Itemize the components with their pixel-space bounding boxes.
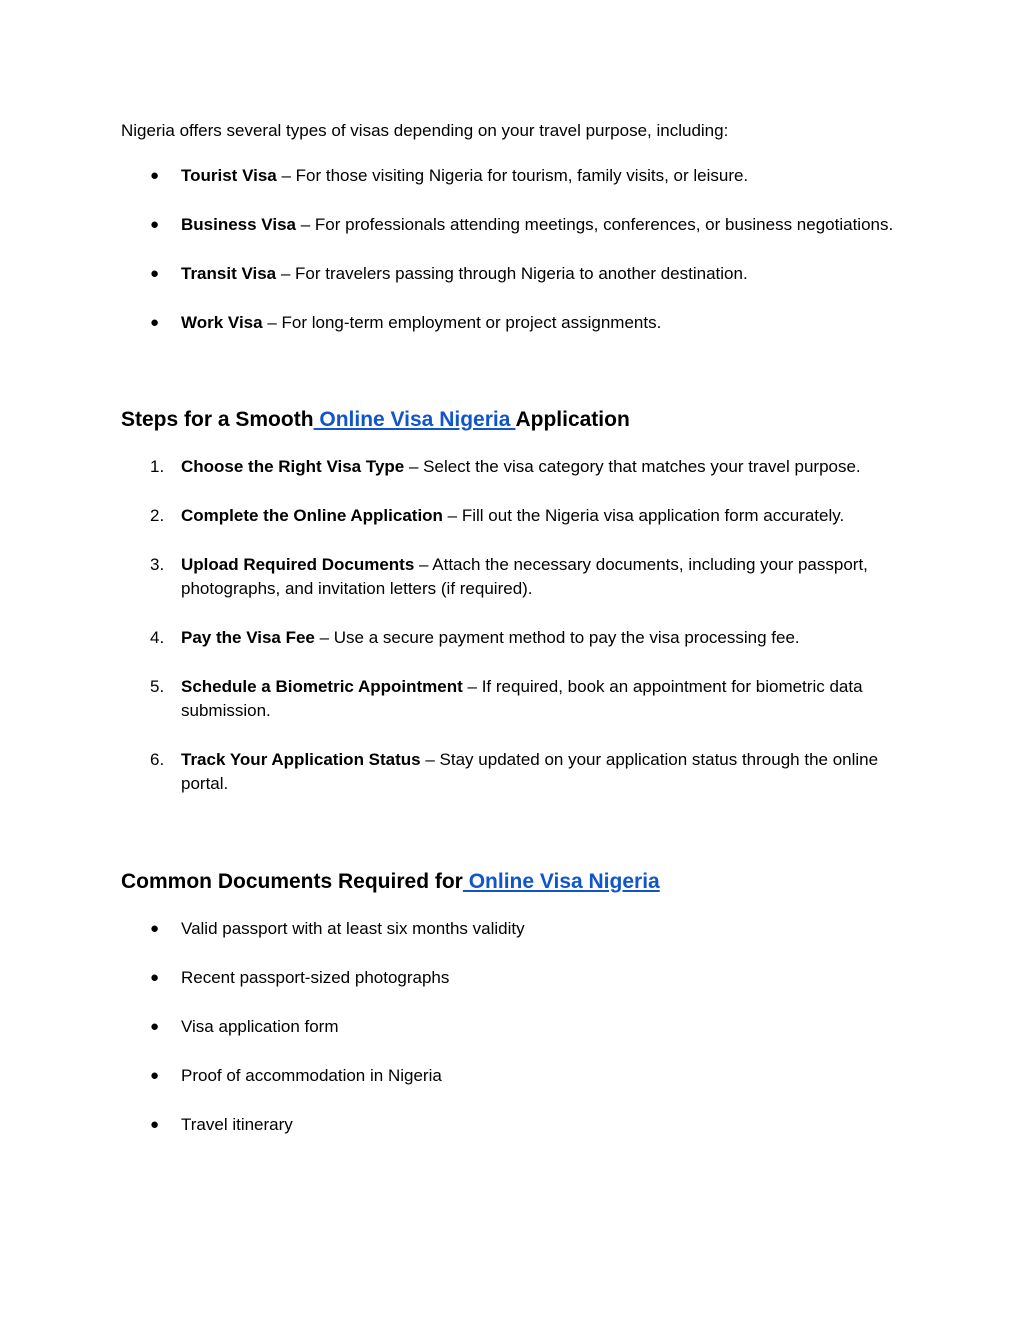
bullet-icon: ● xyxy=(150,920,160,937)
step-term: Pay the Visa Fee xyxy=(181,628,315,647)
step-term: Complete the Online Application xyxy=(181,506,443,525)
document-text: Proof of accommodation in Nigeria xyxy=(181,1066,442,1085)
visa-types-list xyxy=(0,164,911,360)
step-description: – Select the visa category that matches your travel purpose. xyxy=(404,457,861,476)
step-number: 3. xyxy=(150,555,165,574)
steps-heading-text: Steps for a Smooth xyxy=(121,408,314,431)
bullet-icon: ● xyxy=(150,1116,160,1133)
step-term: Upload Required Documents xyxy=(181,555,415,574)
document-text: Travel itinerary xyxy=(181,1115,293,1134)
online-visa-nigeria-link[interactable]: Online Visa Nigeria xyxy=(313,408,516,431)
visa-type-description: – For travelers passing through Nigeria to another destination. xyxy=(276,264,748,283)
document-item xyxy=(0,966,911,990)
step-number: 6. xyxy=(150,750,165,769)
document-item xyxy=(0,917,911,941)
bullet-icon: ● xyxy=(150,314,160,331)
bullet-icon: ● xyxy=(150,167,160,184)
steps-heading xyxy=(121,407,630,433)
step-item xyxy=(0,675,911,723)
document-item xyxy=(0,1015,911,1039)
step-number: 5. xyxy=(150,677,165,696)
steps-heading-text-after: Application xyxy=(515,408,630,431)
visa-type-description: – For long-term employment or project assignments. xyxy=(262,313,662,332)
application-steps-list xyxy=(0,455,911,821)
bullet-icon: ● xyxy=(150,265,160,282)
visa-type-description: – For those visiting Nigeria for tourism, family visits, or leisure. xyxy=(276,166,749,185)
document-text: Recent passport-sized photographs xyxy=(181,968,450,987)
step-term: Choose the Right Visa Type xyxy=(181,457,405,476)
intro-paragraph: Nigeria offers several types of visas depending on your travel purpose, including: xyxy=(121,121,729,140)
bullet-icon: ● xyxy=(150,1018,160,1035)
documents-heading-text: Common Documents Required for xyxy=(121,870,463,893)
online-visa-nigeria-link[interactable]: Online Visa Nigeria xyxy=(462,870,660,893)
step-description: – Attach the necessary documents, including your passport, photographs, and invitation letters (if required). xyxy=(181,555,868,598)
list-item-tourist-visa xyxy=(0,164,911,188)
visa-type-term: Tourist Visa xyxy=(181,166,277,185)
step-item xyxy=(0,455,911,479)
step-description: – If required, book an appointment for biometric data submission. xyxy=(181,677,863,720)
step-item xyxy=(0,553,911,601)
document-text: Visa application form xyxy=(181,1017,339,1036)
list-item-business-visa xyxy=(0,213,911,237)
list-item-transit-visa xyxy=(0,262,911,286)
visa-type-term: Transit Visa xyxy=(181,264,277,283)
documents-heading xyxy=(121,869,660,895)
step-term: Schedule a Biometric Appointment xyxy=(181,677,463,696)
bullet-icon: ● xyxy=(150,969,160,986)
step-item xyxy=(0,748,911,796)
step-number: 1. xyxy=(150,457,165,476)
list-item-work-visa xyxy=(0,311,911,335)
step-item xyxy=(0,504,911,528)
step-description: – Use a secure payment method to pay the visa processing fee. xyxy=(314,628,800,647)
visa-type-term: Work Visa xyxy=(181,313,263,332)
document-item xyxy=(0,1064,911,1088)
step-number: 2. xyxy=(150,506,165,525)
required-documents-list xyxy=(0,917,911,1162)
visa-type-description: – For professionals attending meetings, conferences, or business negotiations. xyxy=(295,215,894,234)
step-description: – Stay updated on your application status through the online portal. xyxy=(181,750,879,793)
step-description: – Fill out the Nigeria visa application form accurately. xyxy=(442,506,845,525)
bullet-icon: ● xyxy=(150,1067,160,1084)
document-item xyxy=(0,1113,911,1137)
step-item xyxy=(0,626,911,650)
visa-type-term: Business Visa xyxy=(181,215,296,234)
document-text: Valid passport with at least six months validity xyxy=(181,919,525,938)
bullet-icon: ● xyxy=(150,216,160,233)
step-term: Track Your Application Status xyxy=(181,750,421,769)
step-number: 4. xyxy=(150,628,165,647)
